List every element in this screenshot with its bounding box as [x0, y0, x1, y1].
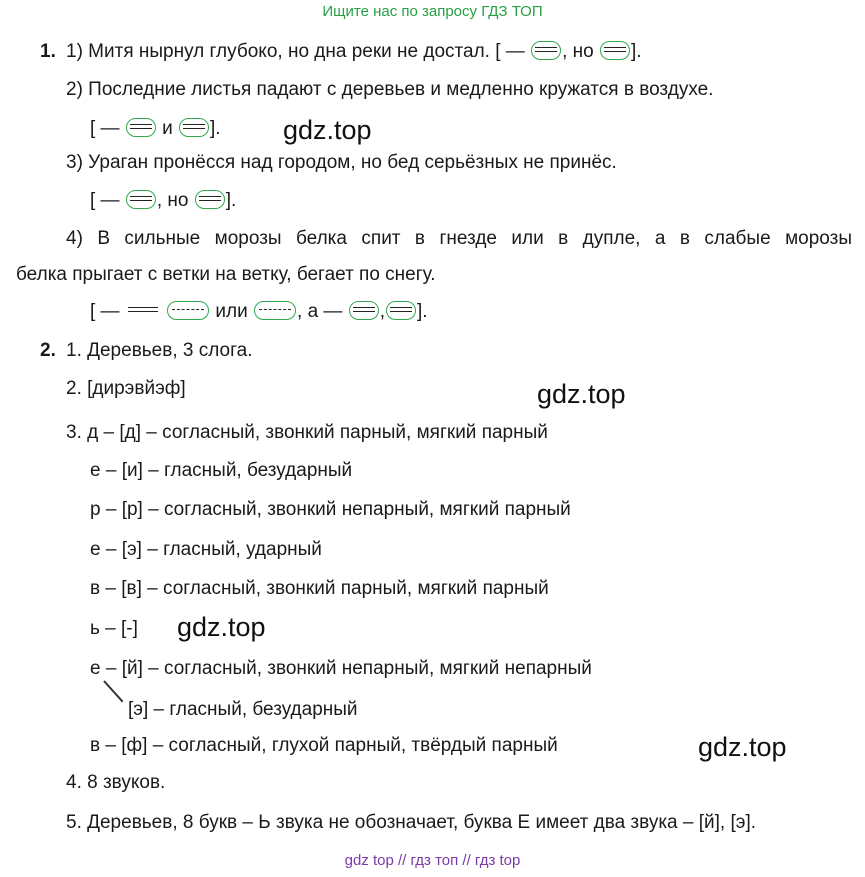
task2-p4: 4. 8 звуков.: [66, 772, 166, 793]
task1-s4-text1: 4) В сильные морозы белка спит в гнезде или в дупле, а в слабые морозы: [66, 228, 852, 249]
predicate-oval-icon: [531, 41, 561, 60]
task1-s4-scheme: [90, 300, 428, 324]
task2-p1-text: 1. Деревьев, 3 слога.: [66, 340, 253, 361]
phonetic-letter: е – [э]: [90, 539, 142, 560]
scheme-end: ].: [416, 301, 428, 322]
phonetic-row: [90, 657, 592, 681]
predicate-oval-icon: [195, 190, 225, 209]
phonetic-row: [90, 459, 352, 483]
scheme-open: [ —: [90, 301, 120, 322]
secondary-oval-icon: [167, 301, 209, 320]
scheme-open: [ —: [90, 190, 120, 211]
watermark: gdz.top: [177, 612, 266, 642]
phonetic-row: [90, 617, 138, 641]
predicate-oval-icon: [349, 301, 379, 320]
top-banner: Ищите нас по запросу ГДЗ ТОП: [322, 3, 543, 20]
predicate-oval-icon: [126, 190, 156, 209]
phonetic-row: [90, 734, 558, 758]
phonetic-letter: в – [в]: [90, 578, 142, 599]
phonetic-row: [128, 698, 358, 722]
predicate-oval-icon: [600, 41, 630, 60]
task1-s2-scheme: [90, 117, 221, 141]
task2-p5: 5. Деревьев, 8 букв – Ь звука не обозначает, буква Е имеет два звука – [й], [э].: [66, 812, 757, 833]
subject-lines-icon: [128, 307, 158, 314]
phonetic-letter: [э]: [128, 699, 149, 720]
phonetic-desc: – гласный, безударный: [148, 699, 358, 720]
task1-number: 1.: [40, 41, 56, 62]
phonetic-row: [90, 577, 549, 601]
phonetic-desc: – согласный, звонкий непарный, мягкий парный: [142, 499, 571, 520]
predicate-oval-icon: [386, 301, 416, 320]
predicate-oval-icon: [126, 118, 156, 137]
task2-p2: 2. [дирэвйэф]: [66, 378, 186, 399]
task2-p3: [66, 421, 548, 445]
phonetic-letter: р – [р]: [90, 499, 143, 520]
scheme-end: ].: [210, 118, 221, 139]
task2-p3-num: 3.: [66, 422, 82, 443]
watermark: gdz.top: [698, 732, 787, 762]
phonetic-letter: ь – [-]: [90, 618, 138, 639]
predicate-oval-icon: [179, 118, 209, 137]
scheme-conj1: или: [215, 301, 248, 322]
secondary-oval-icon: [254, 301, 296, 320]
task1-s3-scheme: [90, 189, 236, 213]
scheme-end: ].: [225, 190, 237, 211]
task1-sentence1: [40, 40, 642, 64]
task1-s1-end: ].: [631, 41, 642, 62]
watermark: gdz.top: [537, 379, 626, 409]
scheme-conj: , но: [156, 190, 189, 211]
phonetic-letter: е – [й]: [90, 658, 143, 679]
phonetic-desc: – согласный, звонкий непарный, мягкий непарный: [142, 658, 592, 679]
phonetic-desc: – согласный, звонкий парный, мягкий парный: [141, 422, 548, 443]
task1-s1-text: 1) Митя нырнул глубоко, но дна реки не достал. [ —: [66, 41, 525, 62]
scheme-comma: ,: [379, 301, 385, 322]
scheme-open: [ —: [90, 118, 120, 139]
scheme-conj: и: [162, 118, 173, 139]
phonetic-row: [90, 498, 571, 522]
phonetic-letter: д – [д]: [87, 422, 141, 443]
bottom-banner: gdz top // гдз топ // гдз top: [344, 852, 521, 869]
task1-s4-text2: белка прыгает с ветки на ветку, бегает по снегу.: [16, 264, 436, 285]
branch-line: [103, 680, 123, 702]
task2-number: 2.: [40, 340, 56, 361]
phonetic-row: [90, 538, 322, 562]
phonetic-desc: – согласный, глухой парный, твёрдый парный: [147, 735, 558, 756]
phonetic-desc: – согласный, звонкий парный, мягкий парный: [141, 578, 549, 599]
phonetic-letter: е – [и]: [90, 460, 143, 481]
phonetic-desc: – гласный, безударный: [142, 460, 353, 481]
task1-s3-text: 3) Ураган пронёсся над городом, но бед серьёзных не принёс.: [66, 152, 617, 173]
watermark: gdz.top: [283, 115, 372, 145]
task2-p1: [40, 339, 252, 363]
phonetic-desc: – гласный, ударный: [141, 539, 322, 560]
phonetic-letter: в – [ф]: [90, 735, 148, 756]
task1-s2-text: 2) Последние листья падают с деревьев и медленно кружатся в воздухе.: [66, 79, 714, 100]
task1-s1-conj: , но: [562, 41, 594, 62]
scheme-conj2: , а —: [297, 301, 343, 322]
